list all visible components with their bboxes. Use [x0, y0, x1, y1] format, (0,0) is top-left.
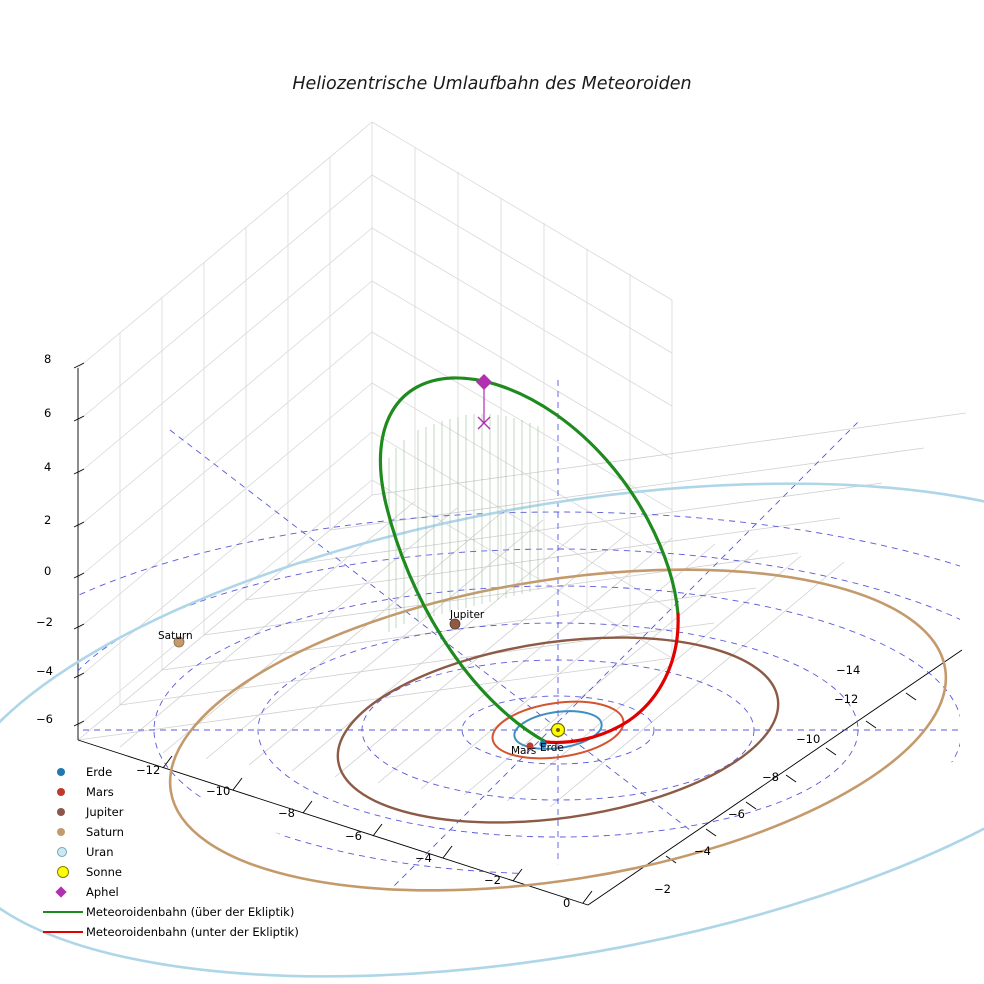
legend-label: Meteoroidenbahn (über der Ekliptik) [86, 905, 295, 919]
x-tick: −12 [136, 763, 161, 777]
mars-label: Mars [511, 745, 537, 757]
z-tick: −6 [36, 712, 53, 726]
saturn-label: Saturn [158, 630, 193, 642]
y-tick: −8 [762, 770, 779, 784]
z-tick: 8 [44, 352, 52, 366]
mars-dot-icon [40, 782, 86, 802]
legend-item-erde[interactable] [40, 762, 370, 782]
x-tick: −2 [484, 873, 501, 887]
legend-item-uran[interactable] [40, 842, 370, 862]
legend-label: Uran [86, 845, 114, 859]
legend-label: Sonne [86, 865, 122, 879]
legend-item-sonne[interactable] [40, 862, 370, 882]
legend-item-aphel[interactable] [40, 882, 370, 902]
jupiter-label: Jupiter [450, 609, 485, 621]
y-tick: −2 [654, 882, 671, 896]
page-title: Heliozentrische Umlaufbahn des Meteoroiden [292, 74, 692, 94]
sonne-dot-icon [40, 862, 86, 882]
legend-label: Meteoroidenbahn (unter der Ekliptik) [86, 925, 299, 939]
legend-label: Saturn [86, 825, 124, 839]
z-tick: 6 [44, 406, 52, 420]
erde-label: Erde [540, 742, 564, 754]
z-tick: 2 [44, 513, 52, 527]
erde-dot-icon [40, 762, 86, 782]
chart-legend [40, 762, 370, 942]
y-tick: −14 [836, 663, 861, 677]
legend-label: Erde [86, 765, 113, 779]
legend-item-meteoroid-above[interactable] [40, 902, 370, 922]
y-tick: −12 [834, 692, 859, 706]
legend-item-meteoroid-below[interactable] [40, 922, 370, 942]
legend-item-mars[interactable] [40, 782, 370, 802]
y-tick: −6 [728, 807, 745, 821]
legend-item-jupiter[interactable] [40, 802, 370, 822]
aphel-diamond-icon [40, 882, 86, 902]
x-tick: −4 [415, 851, 432, 865]
jupiter-dot-icon [40, 802, 86, 822]
sonne-core [556, 728, 560, 732]
red-line-icon [40, 922, 86, 942]
legend-item-saturn[interactable] [40, 822, 370, 842]
legend-label: Jupiter [86, 805, 124, 819]
uran-dot-icon [40, 842, 86, 862]
z-tick: −2 [36, 615, 53, 629]
y-tick: −4 [694, 844, 711, 858]
x-tick: −8 [278, 806, 295, 820]
green-line-icon [40, 902, 86, 922]
saturn-dot-icon [40, 822, 86, 842]
axes-panes [78, 122, 672, 740]
z-tick: 4 [44, 460, 52, 474]
x-tick: −10 [206, 784, 231, 798]
legend-label: Mars [86, 785, 114, 799]
x-tick: −6 [345, 829, 362, 843]
x-tick: 0 [563, 896, 571, 910]
z-tick: −4 [36, 664, 53, 678]
y-tick: −10 [796, 732, 821, 746]
legend-label: Aphel [86, 885, 119, 899]
z-tick: 0 [44, 564, 52, 578]
